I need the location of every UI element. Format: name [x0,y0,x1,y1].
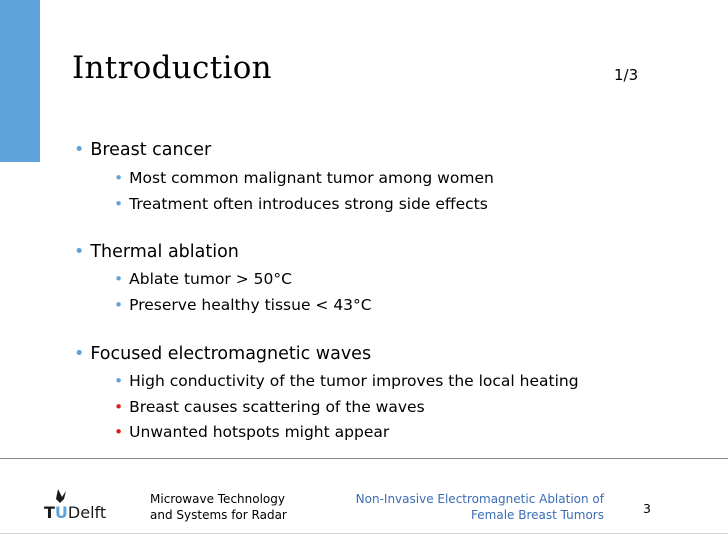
bullet-thermal-ablation: • Thermal ablation [74,242,239,262]
sub-bullet: • Most common malignant tumor among women [114,169,494,187]
bullet-dot-icon: • [74,140,85,160]
tudelft-logo: TUDelft [44,503,107,522]
bullet-dot-icon: • [74,344,85,364]
sub-bullet: • Preserve healthy tissue < 43°C [114,296,372,314]
sub-bullet: • Ablate tumor > 50°C [114,270,292,288]
bullet-dot-icon: • [74,242,85,262]
sub-bullet: • Treatment often introduces strong side effects [114,195,488,213]
red-bullet-dot-icon: • [114,423,124,441]
sub-bullet: • High conductivity of the tumor improves the local heating [114,372,579,390]
bullet-dot-icon: • [114,195,124,213]
bullet-focused-em-waves: • Focused electromagnetic waves [74,344,372,364]
bullet-breast-cancer: • Breast cancer [74,140,212,160]
slide-title: Introduction [72,50,272,86]
department-name: Microwave Technology and Systems for Radar [150,492,287,522]
red-bullet-dot-icon: • [114,398,124,416]
bullet-dot-icon: • [114,372,124,390]
sub-bullet: • Breast causes scattering of the waves [114,398,425,416]
bullet-dot-icon: • [114,270,124,288]
page-number: 3 [643,501,651,516]
footer-bottom-rule [0,533,728,534]
sub-bullet: • Unwanted hotspots might appear [114,423,390,441]
bullet-dot-icon: • [114,296,124,314]
presentation-title: Non-Invasive Electromagnetic Ablation of Female Breast Tumors [355,492,604,522]
accent-bar [0,0,40,162]
footer-divider [0,458,728,459]
slide-counter: 1/3 [614,66,639,84]
bullet-dot-icon: • [114,169,124,187]
